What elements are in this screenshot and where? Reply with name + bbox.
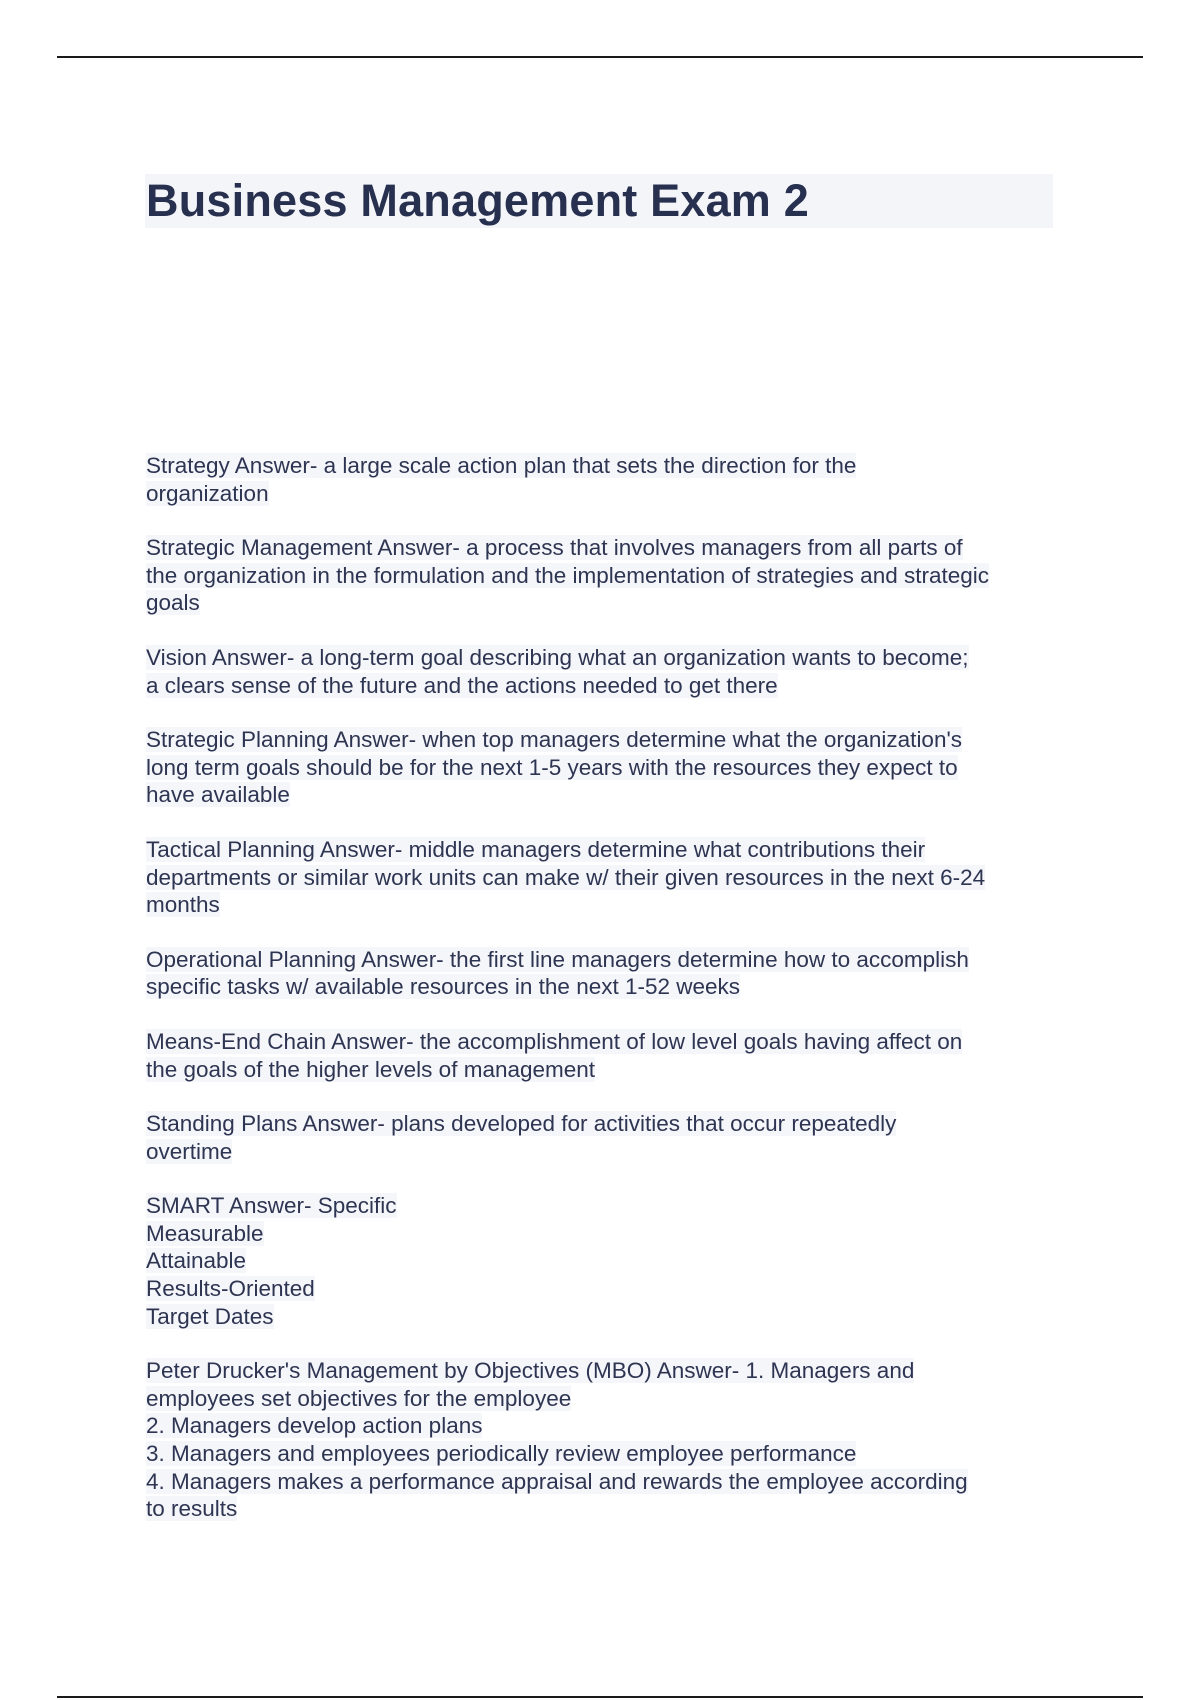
qa-line (146, 452, 1061, 480)
qa-line (146, 1303, 1061, 1331)
qa-item (146, 1192, 1061, 1330)
qa-line-text: specific tasks w/ available resources in the next 1-52 weeks (146, 974, 741, 1000)
qa-line-text: to results (146, 1496, 238, 1522)
qa-line-text: Vision Answer- a long-term goal describing what an organization wants to become; (146, 644, 969, 670)
qa-item (146, 1110, 1061, 1165)
qa-list (146, 452, 1061, 1550)
qa-line (146, 672, 1061, 700)
qa-item (146, 946, 1061, 1001)
qa-line-text: 3. Managers and employees periodically review employee performance (146, 1441, 857, 1467)
qa-line-text: Strategy Answer- a large scale action plan that sets the direction for the (146, 453, 857, 478)
qa-line-text: a clears sense of the future and the actions needed to get there (146, 672, 778, 698)
qa-line (146, 973, 1061, 1001)
qa-line (146, 589, 1061, 617)
qa-line (146, 644, 1061, 672)
qa-line (146, 781, 1061, 809)
qa-line (146, 1138, 1061, 1166)
qa-line (146, 1247, 1061, 1275)
header-rule (57, 56, 1143, 58)
qa-line-text: Means-End Chain Answer- the accomplishment of low level goals having affect on (146, 1028, 963, 1054)
qa-line-text: the organization in the formulation and the implementation of strategies and strategic (146, 562, 990, 588)
qa-line (146, 726, 1061, 754)
qa-line (146, 946, 1061, 974)
qa-line-text: SMART Answer- Specific (146, 1193, 397, 1219)
qa-item (146, 1357, 1061, 1523)
qa-line-text: Strategic Planning Answer- when top managers determine what the organization's (146, 727, 963, 753)
qa-line (146, 864, 1061, 892)
qa-line-text: 4. Managers makes a performance appraisal and rewards the employee according (146, 1468, 968, 1494)
qa-line-text: Standing Plans Answer- plans developed for activities that occur repeatedly (146, 1111, 897, 1137)
qa-item (146, 726, 1061, 809)
qa-item (146, 1028, 1061, 1083)
qa-line (146, 1357, 1061, 1385)
qa-line-text: months (146, 892, 220, 918)
qa-line (146, 1275, 1061, 1303)
footer-rule (57, 1696, 1143, 1698)
qa-line-text: organization (146, 480, 269, 506)
qa-line (146, 1220, 1061, 1248)
qa-line-text: employees set objectives for the employee (146, 1385, 572, 1411)
qa-line (146, 534, 1061, 562)
qa-line-text: Operational Planning Answer- the first line managers determine how to accomplish (146, 946, 969, 972)
qa-line (146, 1110, 1061, 1138)
qa-line (146, 1028, 1061, 1056)
qa-line (146, 1495, 1061, 1523)
qa-item (146, 452, 1061, 507)
qa-line (146, 480, 1061, 508)
qa-line (146, 754, 1061, 782)
qa-line-text: Attainable (146, 1248, 247, 1274)
qa-line-text: Strategic Management Answer- a process that involves managers from all parts of (146, 535, 963, 561)
qa-line-text: Target Dates (146, 1303, 274, 1329)
qa-line (146, 1468, 1061, 1496)
qa-line (146, 1440, 1061, 1468)
qa-line-text: Results-Oriented (146, 1276, 315, 1302)
qa-line (146, 1412, 1061, 1440)
qa-line-text: the goals of the higher levels of management (146, 1056, 596, 1082)
qa-line (146, 836, 1061, 864)
qa-line-text: Peter Drucker's Management by Objectives (MBO) Answer- 1. Managers and (146, 1358, 915, 1384)
qa-line (146, 1056, 1061, 1084)
qa-item (146, 836, 1061, 919)
qa-line-text: goals (146, 590, 200, 616)
qa-item (146, 644, 1061, 699)
qa-item (146, 534, 1061, 617)
qa-line (146, 1385, 1061, 1413)
qa-line-text: overtime (146, 1138, 233, 1164)
qa-line (146, 891, 1061, 919)
qa-line-text: 2. Managers develop action plans (146, 1413, 483, 1439)
document-title: Business Management Exam 2 (146, 175, 809, 226)
qa-line-text: long term goals should be for the next 1-5 years with the resources they expect to (146, 754, 958, 780)
qa-line (146, 562, 1061, 590)
qa-line-text: have available (146, 782, 290, 808)
qa-line-text: Tactical Planning Answer- middle managers determine what contributions their (146, 836, 926, 862)
qa-line-text: Measurable (146, 1220, 264, 1246)
qa-line-text: departments or similar work units can make w/ their given resources in the next 6-24 (146, 864, 986, 890)
qa-line (146, 1192, 1061, 1220)
